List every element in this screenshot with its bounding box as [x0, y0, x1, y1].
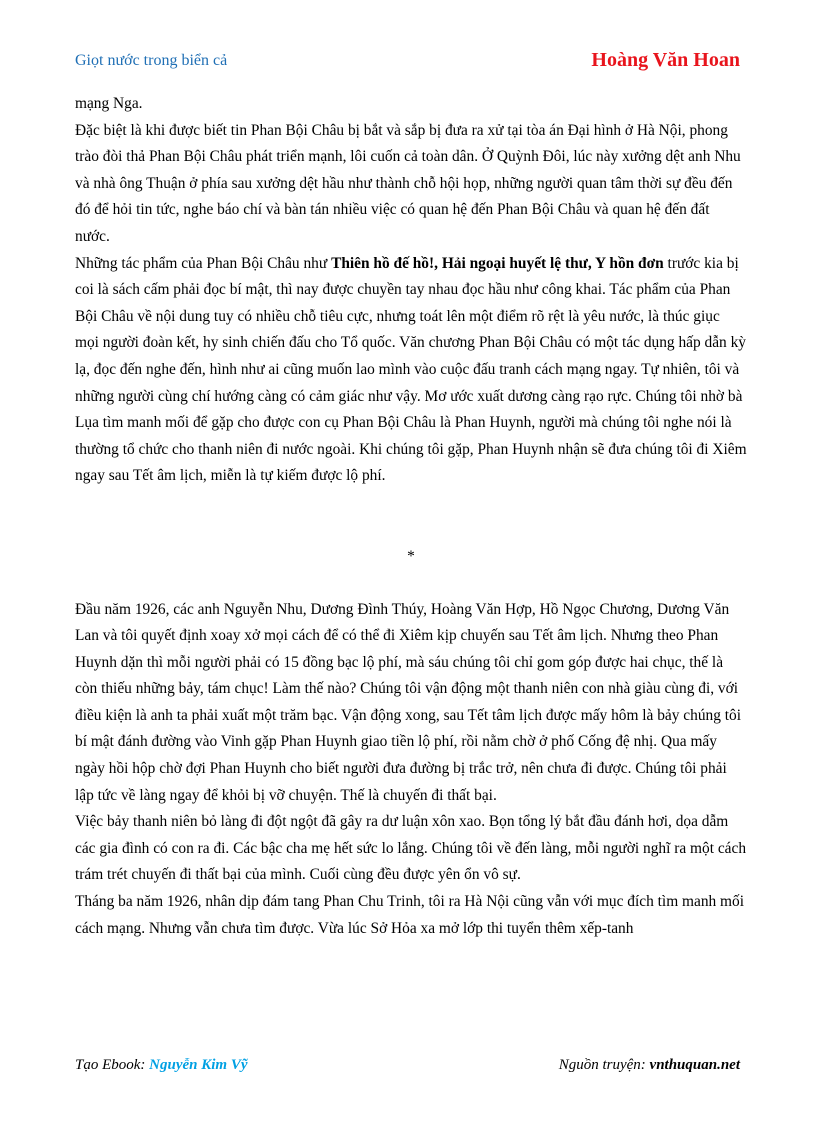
footer-source — [559, 1057, 740, 1074]
paragraph-3-rest: trước kia bị coi là sách cấm phải đọc bí mật, thì nay được chuyền tay nhau đọc hầu như công khai. Tác phẩm của Phan Bội Châu về nội dung tuy có nhiều chỗ tiêu cực, nhưng toát lên một điểm rõ rệt là yêu nước, là thúc giục mọi người đoàn kết, hy sinh chiến đấu cho Tổ quốc. Văn chương Phan Bội Châu có một tác dụng hấp dẫn kỳ lạ, đọc đến nghe đến, hình như ai cũng muốn lao mình vào cuộc đấu tranh cách mạng ngay. Tự nhiên, tôi và những người cùng chí hướng càng có cảm giác như vậy. Mơ ước xuất dương càng rạo rực. Chúng tôi nhờ bà Lụa tìm manh mối để gặp cho được con cụ Phan Bội Châu là Phan Huynh, người mà chúng tôi nghe nói là thường tổ chức cho thanh niên đi nước ngoài. Khi chúng tôi gặp, Phan Huynh nhận sẽ đưa chúng tôi đi Xiêm ngay sau Tết âm lịch, miễn là tự kiếm được lộ phí. — [75, 254, 747, 485]
paragraph-3-intro: Những tác phẩm của Phan Bội Châu như — [75, 254, 332, 272]
paragraph-4: Đầu năm 1926, các anh Nguyễn Nhu, Dương Đình Thúy, Hoàng Văn Hợp, Hồ Ngọc Chương, Dương Văn Lan và tôi quyết định xoay xở mọi cách để có thể đi Xiêm kịp chuyến sau Tết âm lịch. Nhưng theo Phan Huynh dặn thì mỗi người phải có 15 đồng bạc lộ phí, mà sáu chúng tôi chỉ gom góp được hai chục, thế là còn thiếu những bảy, tám chục! Làm thế nào? Chúng tôi vận động một thanh niên con nhà giàu cùng đi, với điều kiện là anh ta phải xuất một trăm bạc. Vận động xong, sau Tết tâm lịch được mấy hôm là bảy chúng tôi bí mật đánh đường vào Vinh gặp Phan Huynh giao tiền lộ phí, rồi nằm chờ ở phố Cống đệ nhị. Qua mấy ngày hồi hộp chờ đợi Phan Huynh cho biết người đưa đường bị trắc trở, nên chưa đi được. Chúng tôi phải lập tức về làng ngay để khỏi bị vỡ chuyện. Thế là chuyến đi thất bại. — [75, 600, 742, 804]
ebook-label: Tạo Ebook — [75, 1057, 141, 1073]
book-title: Giọt nước trong biển cả — [75, 52, 228, 69]
ebook-separator: : — [140, 1057, 150, 1073]
paragraph-2: Đặc biệt là khi được biết tin Phan Bội Châu bị bắt và sắp bị đưa ra xử tại tòa án Đại hình ở Hà Nội, phong trào đòi thả Phan Bội Châu phát triển mạnh, lôi cuốn cả toàn dân. Ở Quỳnh Đôi, lúc này xưởng dệt anh Nhu và nhà ông Thuận ở phía sau xưởng dệt hầu như thành chỗ hội họp, những người quan tâm thời sự đều đến đó để hỏi tin tức, nghe báo chí và bàn tán nhiều việc có quan hệ đến Phan Bội Châu và quan hệ đến đất nước. — [75, 121, 741, 245]
paragraph-3 — [75, 251, 747, 490]
document-body — [75, 91, 747, 942]
author-name: Hoàng Văn Hoan — [591, 49, 740, 71]
source-label: Nguồn truyện — [558, 1057, 641, 1073]
paragraph-5: Việc bảy thanh niên bỏ làng đi đột ngột đã gây ra dư luận xôn xao. Bọn tổng lý bắt đầu đánh hơi, dọa dẫm các gia đình có con ra đi. Các bậc cha mẹ hết sức lo lắng. Chúng tôi về đến làng, mỗi người nghĩ ra một cách trám trét chuyến đi thất bại của mình. Cuối cùng đều được yên ổn vô sự. — [75, 813, 747, 884]
book-titles: Thiên hồ đế hồ!, Hải ngoại huyết lệ thư, Y hồn đơn — [331, 254, 664, 272]
paragraph-1: mạng Nga. — [75, 95, 143, 112]
ebook-creator: Nguyễn Kim Vỹ — [149, 1057, 248, 1073]
paragraph-6: Tháng ba năm 1926, nhân dịp đám tang Phan Chu Trinh, tôi ra Hà Nội cũng vẫn với mục đích tìm manh mối cách mạng. Nhưng vẫn chưa tìm được. Vừa lúc Sở Hỏa xa mở lớp thi tuyển thêm xếp-tanh — [75, 893, 744, 937]
footer-ebook-credit — [75, 1057, 248, 1074]
source-separator: : — [640, 1057, 650, 1073]
source-site: vnthuquan.net — [649, 1057, 740, 1073]
section-separator: * — [407, 547, 415, 565]
